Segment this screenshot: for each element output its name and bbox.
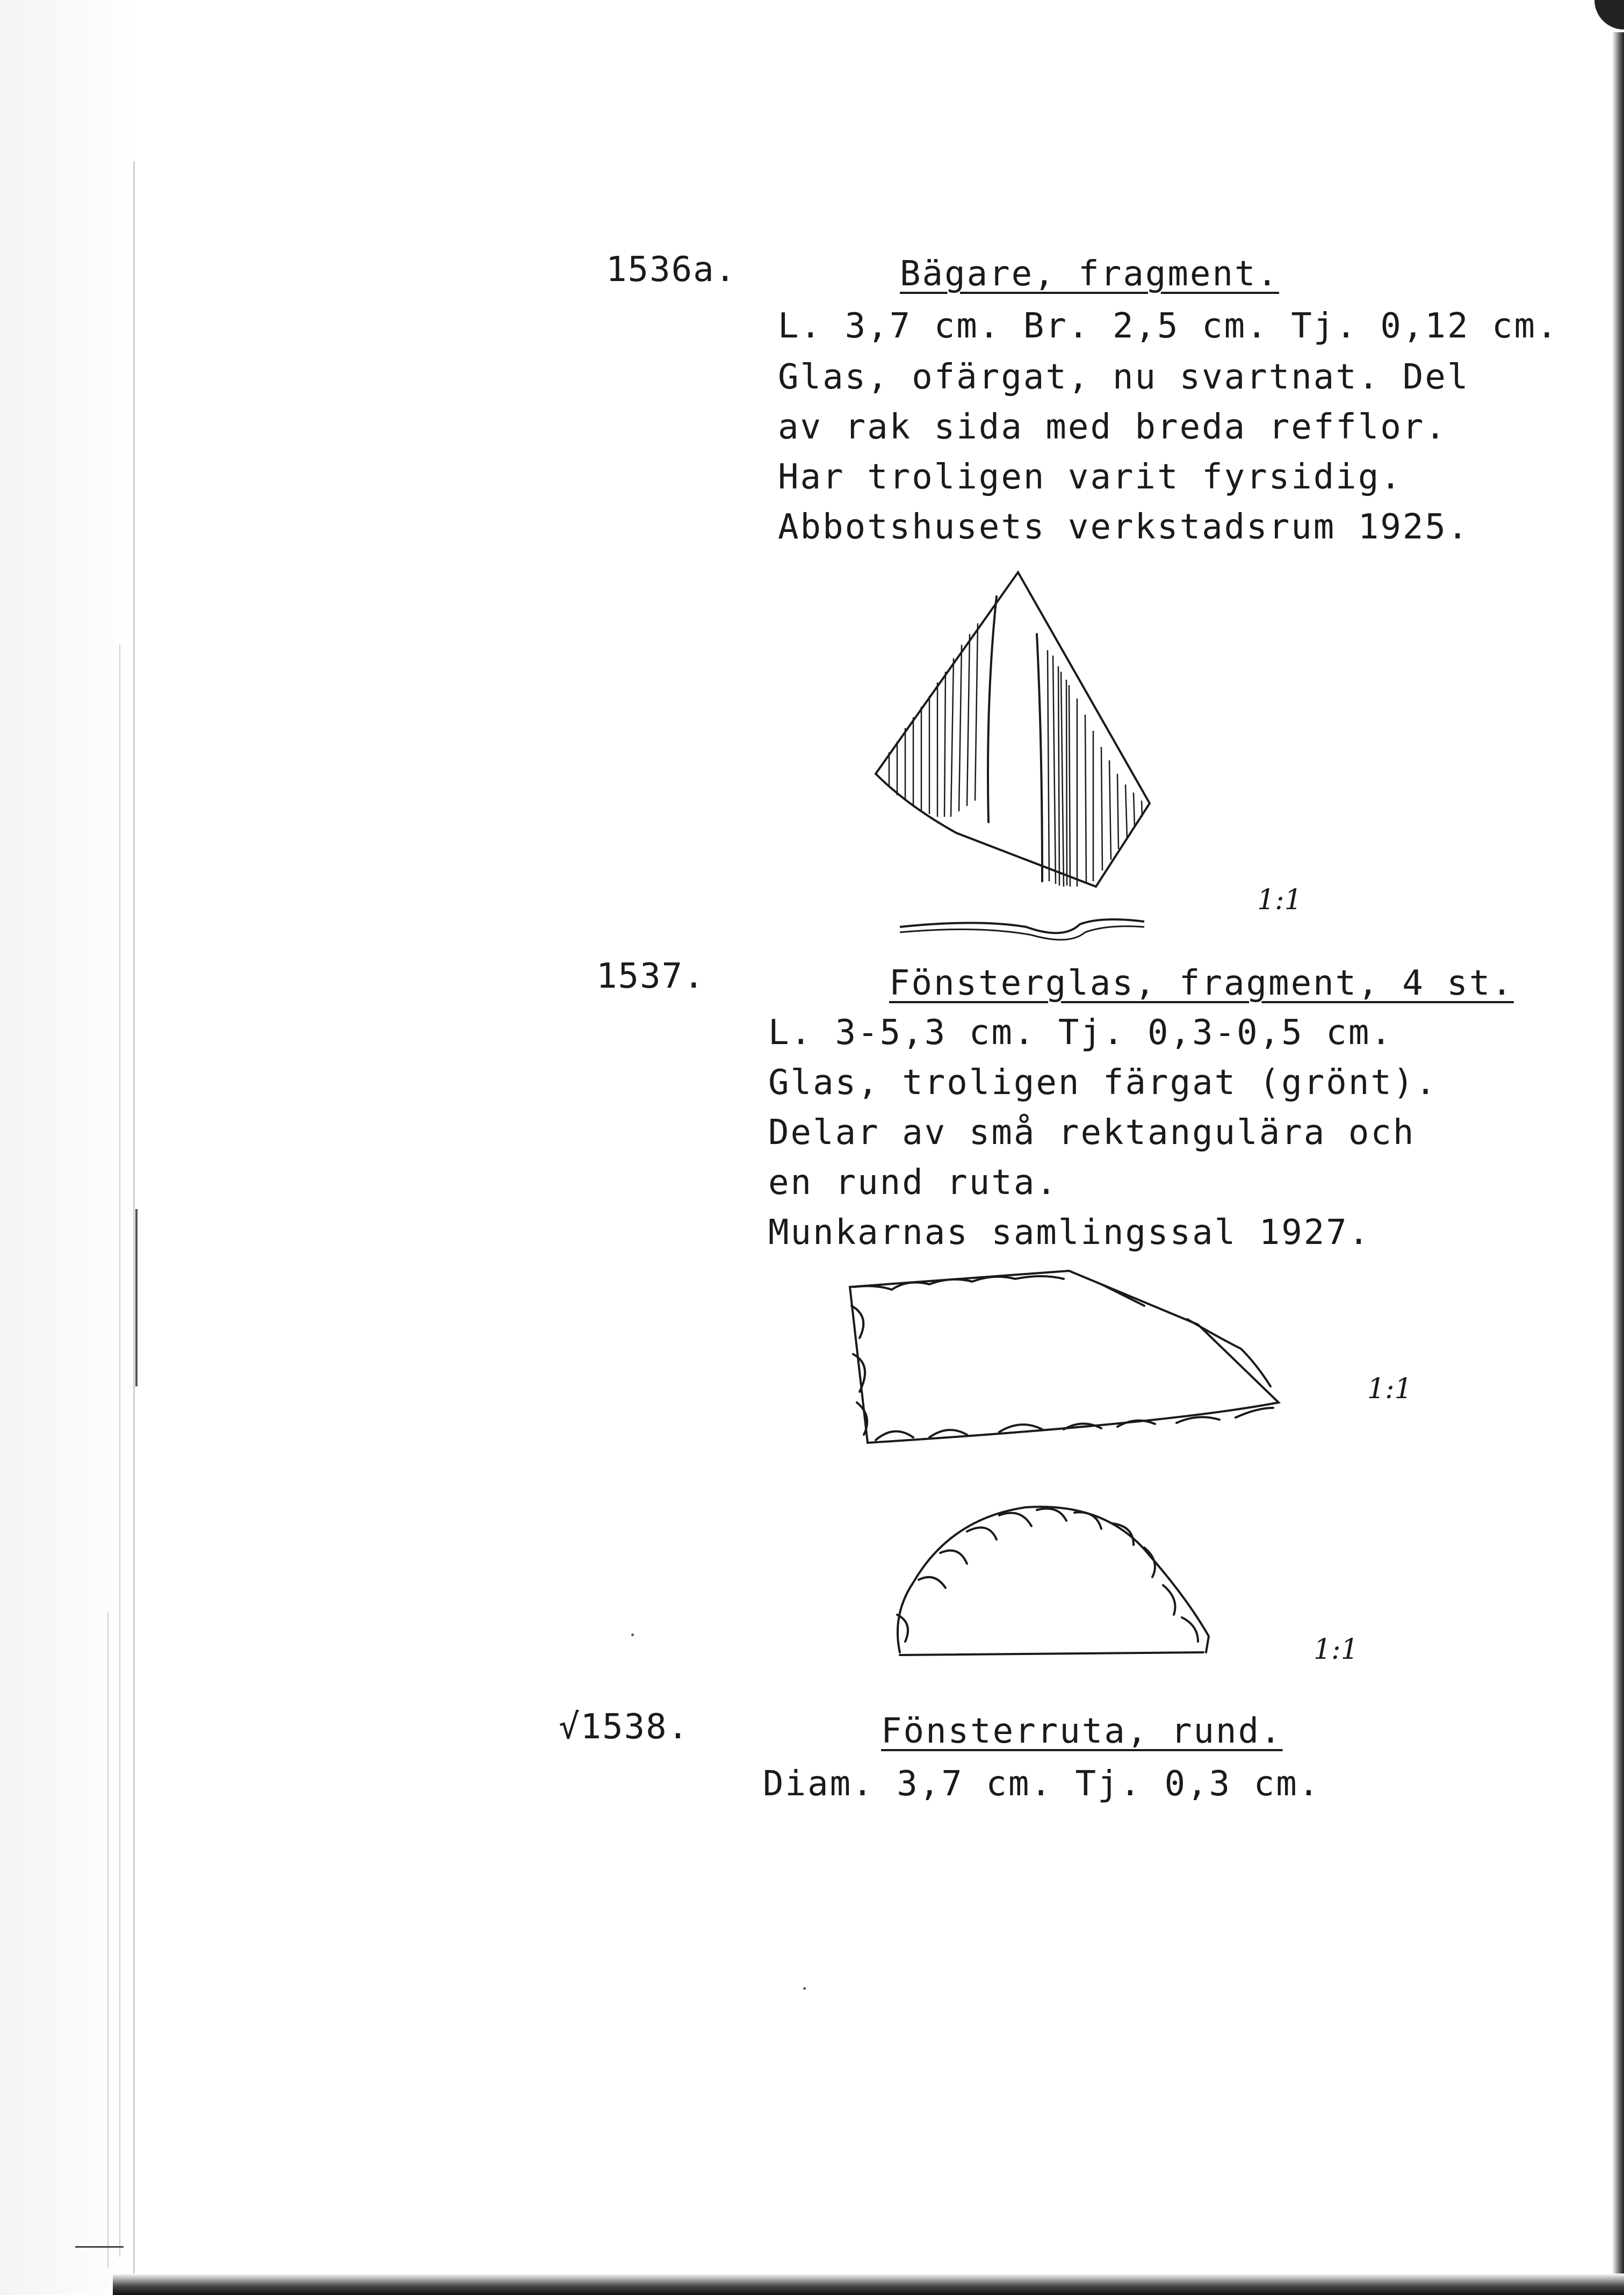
page-edge-line xyxy=(133,161,135,2284)
beaker-fragment-drawing xyxy=(870,564,1150,940)
scale-mark: 1:1 xyxy=(1313,1634,1359,1666)
entry-text-line: Glas, troligen färgat (grönt). xyxy=(768,1063,1438,1103)
speck xyxy=(631,1634,634,1636)
entry-title: Fönsterglas, fragment, 4 st. xyxy=(889,963,1514,1003)
scale-mark: 1:1 xyxy=(1367,1373,1412,1405)
entry-title: Bägare, fragment. xyxy=(900,254,1280,294)
window-glass-fragment-drawing xyxy=(843,1263,1289,1451)
scale-mark: 1:1 xyxy=(1257,884,1302,916)
beaker-profile-drawing xyxy=(897,903,1155,951)
entry-number: √1538. xyxy=(559,1707,690,1747)
entry-text-line: Diam. 3,7 cm. Tj. 0,3 cm. xyxy=(763,1764,1321,1804)
page-right-shadow xyxy=(1612,32,1624,2295)
round-pane-fragment-drawing xyxy=(881,1480,1214,1663)
entry-text-line: Abbotshusets verkstadsrum 1925. xyxy=(778,507,1470,547)
page-edge-line xyxy=(119,645,120,2257)
entry-text-line: Har troligen varit fyrsidig. xyxy=(778,457,1403,497)
entry-text-line: Glas, ofärgat, nu svartnat. Del xyxy=(778,357,1470,397)
entry-text-line: L. 3,7 cm. Br. 2,5 cm. Tj. 0,12 cm. xyxy=(778,306,1559,346)
page-edge-line xyxy=(107,1612,109,2268)
entry-text-line: av rak sida med breda refflor. xyxy=(778,407,1447,447)
entry-text-line: Delar av små rektangulära och xyxy=(768,1113,1416,1153)
speck xyxy=(803,1987,806,1990)
entry-text-line: L. 3-5,3 cm. Tj. 0,3-0,5 cm. xyxy=(768,1013,1393,1053)
entry-text-line: en rund ruta. xyxy=(768,1163,1058,1203)
entry-title: Fönsterruta, rund. xyxy=(881,1711,1283,1751)
page-corner-fold xyxy=(1586,0,1624,38)
page-edge-left xyxy=(0,0,134,2295)
entry-number: 1536a. xyxy=(606,250,737,290)
entry-number: 1537. xyxy=(596,956,705,996)
page-edge-line xyxy=(75,2246,124,2248)
entry-text-line: Munkarnas samlingssal 1927. xyxy=(768,1213,1371,1253)
page-edge-line xyxy=(135,1209,138,1386)
page-bottom-shadow xyxy=(113,2274,1624,2295)
